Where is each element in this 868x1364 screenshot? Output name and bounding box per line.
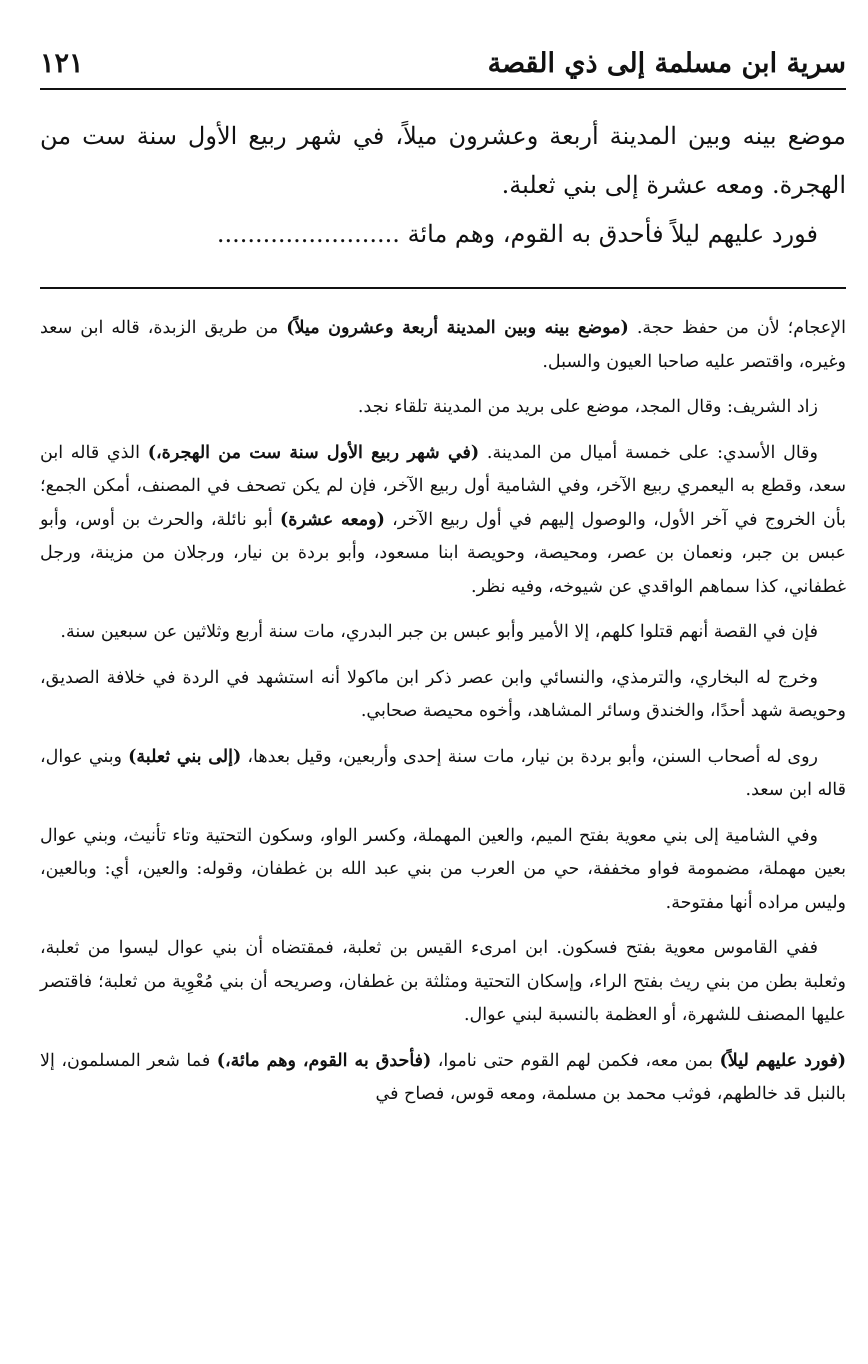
text-run: الذي قاله ابن سعد، وقطع به اليعمري ربيع الآخر، وفي الشامية أول ربيع الآخر، فإن لم يكن تصحف في المصنف، أمكن الجمع؛ بأن الخروج في آخر الأول، والوصول إليهم في أول ربيع الآخر،: [40, 442, 847, 530]
quoted-main-text: (ومعه عشرة): [280, 509, 385, 530]
commentary-paragraph: وخرج له البخاري، والترمذي، والنسائي وابن عصر ذكر ابن ماكولا أنه استشهد في الردة في خلافة الصديق، وحويصة شهد أحدًا، والخندق وسائر المشاهد، وأخوه محيصة صحابي.: [40, 667, 846, 721]
commentary-paragraph: [40, 1045, 846, 1112]
continuation-dots: ........................: [216, 220, 400, 248]
page-header: [40, 38, 846, 90]
text-run: بمن معه، فكمن لهم القوم حتى ناموا،: [431, 1050, 720, 1071]
main-text: [40, 112, 846, 259]
main-text-line: [40, 210, 846, 259]
text-run: أبو نائلة، والحرث بن أوس، وأبو عبس بن جبر، ونعمان بن عصر، ومحيصة، وحويصة ابنا مسعود، وأبو بردة بن نيار، ورجلان من مزينة، ورجل غطفاني، كذا سماهم الواقدي عن شيوخه، وفيه نظر.: [40, 509, 846, 597]
page-number: ١٢١: [40, 47, 84, 79]
text-run: وبني عوال، قاله ابن سعد.: [40, 746, 846, 800]
text-run: وقال الأسدي: على خمسة أميال من المدينة.: [479, 442, 818, 463]
commentary-paragraph: [40, 312, 846, 379]
quoted-main-text: (فأحدق به القوم، وهم مائة،): [216, 1050, 432, 1071]
quoted-main-text: (إلى بني ثعلبة): [128, 746, 242, 767]
text-run: روى له أصحاب السنن، وأبو بردة بن نيار، مات سنة إحدى وأربعين، وقيل بعدها،: [241, 746, 818, 767]
commentary: [40, 312, 846, 1124]
commentary-paragraph: [40, 437, 846, 605]
commentary-paragraph: [40, 741, 846, 808]
text-run: الإعجام؛ لأن من حفظ حجة.: [628, 318, 846, 338]
text-run: من طريق الزبدة، قاله ابن سعد وغيره، واقتصر عليه صاحبا العيون والسبل.: [40, 318, 846, 372]
commentary-paragraph: زاد الشريف: وقال المجد، موضع على بريد من المدينة تلقاء نجد.: [357, 397, 818, 417]
commentary-paragraph: فإن في القصة أنهم قتلوا كلهم، إلا الأمير وأبو عبس بن جبر البدري، مات سنة أربع وثلاثين عن سبعين سنة.: [60, 622, 818, 642]
section-divider: [40, 287, 846, 289]
running-title: سرية ابن مسلمة إلى ذي القصة: [487, 47, 846, 79]
main-text-line: موضع بينه وبين المدينة أربعة وعشرون ميلاً، في شهر ربيع الأول سنة ست من الهجرة. ومعه عشرة إلى بني ثعلبة.: [40, 122, 846, 199]
quoted-main-text: (موضع بينه وبين المدينة أربعة وعشرون ميلاً): [286, 318, 629, 338]
quoted-main-text: (في شهر ربيع الأول سنة ست من الهجرة،): [147, 442, 480, 463]
text-run: فما شعر المسلمون، إلا بالنبل قد خالطهم، فوثب محمد بن مسلمة، ومعه قوس، فصاح في: [40, 1050, 846, 1104]
commentary-paragraph: وفي الشامية إلى بني معوية بفتح الميم، والعين المهملة، وكسر الواو، وسكون التحتية وتاء تأنيث، وبني عوال بعين مهملة، مضمومة فواو مخففة، حي من العرب من بني عبد الله بن غطفان، وقوله: والعين، أي: وبالعين، وليس مراده أنها مفتوحة.: [40, 825, 846, 913]
main-text-line-content: فورد عليهم ليلاً فأحدق به القوم، وهم مائة: [407, 220, 818, 248]
quoted-main-text: (فورد عليهم ليلاً): [719, 1050, 847, 1071]
commentary-paragraph: ففي القاموس معوية بفتح فسكون. ابن امرىء القيس بن ثعلبة، فمقتضاه أن بني عوال ليسوا من ثعلبة، وثعلبة بطن من بني ريث بفتح الراء، وإسكان التحتية ومثلثة بن غطفان، وصريحه أن بني مُعْوِية من ثعلبة؛ فاقتصر عليها المصنف للشهرة، أو العظمة بالنسبة لبني عوال.: [40, 938, 846, 1025]
